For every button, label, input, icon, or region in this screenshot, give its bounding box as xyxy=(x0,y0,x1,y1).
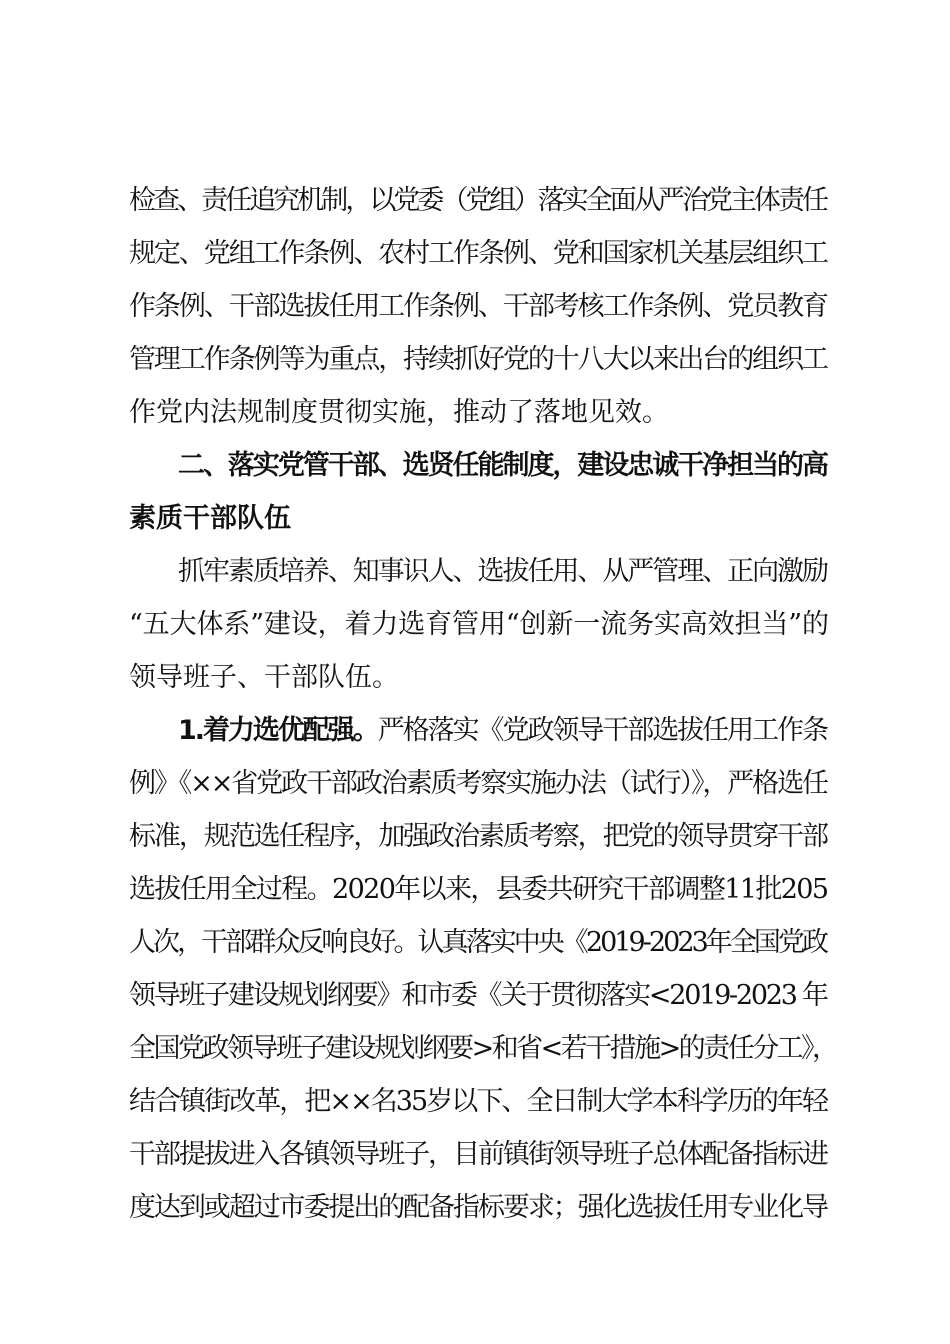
paragraph-line xyxy=(129,762,829,806)
text: “五大体系”建设，着力选育管用“创新一流务实高效担当”的 xyxy=(129,609,829,640)
text: 检查、责任追究机制，以党委（党组）落实全面从严治党主体责任 xyxy=(129,185,827,216)
text: 领导班子、干部队伍。 xyxy=(129,662,399,693)
text: 人次，干部群众反响良好。认真落实中央《2019-2023年全国党政 xyxy=(129,927,827,958)
text: 领导班子建设规划纲要》和市委《关于贯彻落实<2019-2023 年 xyxy=(129,980,827,1011)
paragraph-line xyxy=(129,603,829,647)
text: 结合镇街改革，把××名35岁以下、全日制大学本科学历的年轻 xyxy=(129,1086,828,1117)
paragraph-line xyxy=(129,1080,829,1124)
paragraph-line xyxy=(129,1186,829,1230)
paragraph-line xyxy=(178,709,829,753)
text: 全国党政领导班子建设规划纲要>和省<若干措施>的责任分工》， xyxy=(129,1033,837,1064)
paragraph-line xyxy=(129,1027,839,1071)
lead-phrase: 1.着力选优配强。 xyxy=(178,715,378,746)
text: 严格落实《党政领导干部选拔任用工作条 xyxy=(377,715,827,746)
text: 抓牢素质培养、知事识人、选拔任用、从严管理、正向激励 xyxy=(178,556,827,587)
text: 标准，规范选任程序，加强政治素质考察，把党的领导贯穿干部 xyxy=(129,821,827,852)
paragraph-line-last xyxy=(129,656,829,700)
text: 干部提拔进入各镇领导班子，目前镇街领导班子总体配备指标进 xyxy=(129,1139,827,1170)
heading-text: 二、落实党管干部、选贤任能制度，建设忠诚干净担当的高 xyxy=(178,450,827,481)
text: 管理工作条例等为重点，持续抓好党的十八大以来出台的组织工 xyxy=(129,344,827,375)
paragraph-line xyxy=(129,232,829,276)
paragraph-line xyxy=(129,921,829,965)
paragraph-line xyxy=(129,338,829,382)
text: 选拔任用全过程。2020年以来，县委共研究干部调整11批205 xyxy=(129,874,828,905)
paragraph-line-last xyxy=(129,391,829,435)
section-heading-cont xyxy=(129,497,829,541)
text: 规定、党组工作条例、农村工作条例、党和国家机关基层组织工 xyxy=(129,238,827,269)
paragraph-line xyxy=(129,974,829,1018)
text: 例》《××省党政干部政治素质考察实施办法（试行）》，严格选任 xyxy=(129,768,827,799)
paragraph-line xyxy=(129,1133,829,1177)
text: 作党内法规制度贯彻实施，推动了落地见效。 xyxy=(129,397,669,428)
text: 度达到或超过市委提出的配备指标要求；强化选拔任用专业化导 xyxy=(129,1192,827,1223)
section-heading xyxy=(178,444,829,488)
paragraph-line xyxy=(129,285,829,329)
heading-text: 素质干部队伍 xyxy=(129,503,291,534)
text: 作条例、干部选拔任用工作条例、干部考核工作条例、党员教育 xyxy=(129,291,827,322)
paragraph-line xyxy=(178,550,829,594)
paragraph-line xyxy=(129,179,829,223)
paragraph-line xyxy=(129,868,829,912)
paragraph-line xyxy=(129,815,829,859)
